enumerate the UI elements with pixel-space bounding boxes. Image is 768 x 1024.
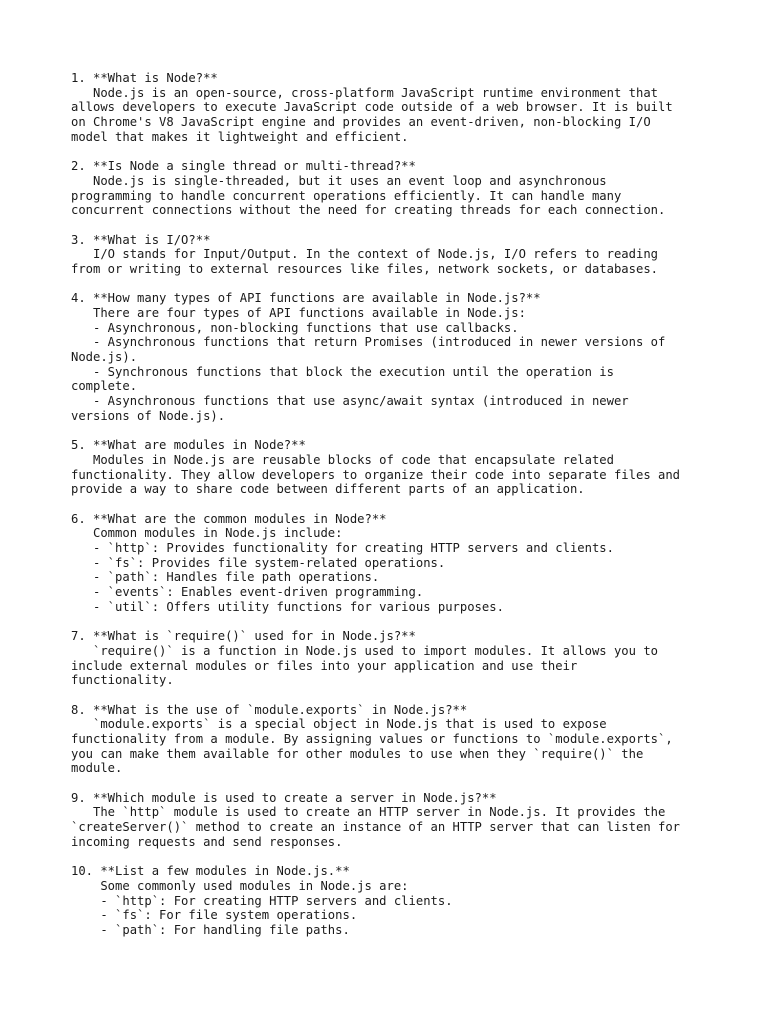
qa-item bbox=[71, 233, 751, 277]
answer-line: `require()` is a function in Node.js used to import modules. It allows you to bbox=[71, 643, 658, 658]
qa-item bbox=[71, 438, 751, 497]
answer-line: - `events`: Enables event-driven programming. bbox=[71, 585, 424, 600]
answer-line: functionality. bbox=[71, 673, 174, 688]
answer-line: allows developers to execute JavaScript code outside of a web browser. It is built bbox=[71, 100, 673, 115]
answer-line: Node.js is an open-source, cross-platform JavaScript runtime environment that bbox=[71, 85, 658, 100]
answer-line: on Chrome's V8 JavaScript engine and provides an event-driven, non-blocking I/O bbox=[71, 115, 651, 130]
question-heading: 2. **Is Node a single thread or multi-thread?** bbox=[71, 159, 416, 174]
answer-line: concurrent connections without the need for creating threads for each connection. bbox=[71, 203, 666, 218]
qa-item bbox=[71, 71, 751, 144]
question-heading: 7. **What is `require()` used for in Node.js?** bbox=[71, 629, 416, 644]
qa-item bbox=[71, 512, 751, 615]
question-heading: 4. **How many types of API functions are available in Node.js?** bbox=[71, 291, 541, 306]
answer-line: - Asynchronous functions that use async/await syntax (introduced in newer bbox=[71, 394, 629, 409]
answer-line: - `http`: For creating HTTP servers and clients. bbox=[71, 893, 453, 908]
answer-line: - `path`: For handling file paths. bbox=[71, 922, 350, 937]
qa-item bbox=[71, 291, 751, 423]
answer-line: functionality. They allow developers to organize their code into separate files and bbox=[71, 467, 681, 482]
answer-line: I/O stands for Input/Output. In the context of Node.js, I/O refers to reading bbox=[71, 247, 658, 262]
answer-line: There are four types of API functions available in Node.js: bbox=[71, 306, 526, 320]
question-heading: 6. **What are the common modules in Node?** bbox=[71, 511, 387, 526]
answer-line: - Asynchronous, non-blocking functions that use callbacks. bbox=[71, 320, 519, 335]
answer-line: module. bbox=[71, 761, 123, 776]
answer-line: - `http`: Provides functionality for creating HTTP servers and clients. bbox=[71, 541, 614, 555]
answer-line: provide a way to share code between different parts of an application. bbox=[71, 482, 585, 497]
qa-item bbox=[71, 159, 751, 218]
answer-line: `module.exports` is a special object in Node.js that is used to expose bbox=[71, 717, 607, 732]
answer-line: functionality from a module. By assigning values or functions to `module.exports`, bbox=[71, 731, 673, 746]
answer-line: complete. bbox=[71, 379, 138, 394]
answer-line: incoming requests and send responses. bbox=[71, 834, 343, 849]
question-heading: 5. **What are modules in Node?** bbox=[71, 438, 306, 453]
question-heading: 9. **Which module is used to create a server in Node.js?** bbox=[71, 790, 497, 805]
answer-line: include external modules or files into your application and use their bbox=[71, 658, 578, 673]
answer-line: - Asynchronous functions that return Promises (introduced in newer versions of bbox=[71, 335, 666, 350]
answer-line: - `fs`: For file system operations. bbox=[71, 908, 358, 923]
question-heading: 1. **What is Node?** bbox=[71, 71, 218, 85]
question-heading: 3. **What is I/O?** bbox=[71, 232, 211, 247]
question-heading: 10. **List a few modules in Node.js.** bbox=[71, 864, 350, 879]
qa-item bbox=[71, 629, 751, 688]
answer-line: from or writing to external resources like files, network sockets, or databases. bbox=[71, 261, 658, 276]
qa-item bbox=[71, 864, 751, 937]
qa-item bbox=[71, 703, 751, 776]
qa-item bbox=[71, 791, 751, 850]
answer-line: The `http` module is used to create an HTTP server in Node.js. It provides the bbox=[71, 805, 666, 820]
answer-line: `createServer()` method to create an instance of an HTTP server that can listen for bbox=[71, 820, 681, 835]
answer-line: model that makes it lightweight and efficient. bbox=[71, 129, 409, 144]
answer-line: Node.js). bbox=[71, 350, 138, 365]
answer-line: Modules in Node.js are reusable blocks of code that encapsulate related bbox=[71, 452, 614, 467]
answer-line: versions of Node.js). bbox=[71, 408, 226, 423]
answer-line: - Synchronous functions that block the execution until the operation is bbox=[71, 364, 614, 379]
answer-line: - `util`: Offers utility functions for various purposes. bbox=[71, 599, 504, 614]
answer-line: programming to handle concurrent operations efficiently. It can handle many bbox=[71, 188, 622, 203]
answer-line: Some commonly used modules in Node.js are: bbox=[71, 878, 409, 893]
answer-line: Common modules in Node.js include: bbox=[71, 526, 343, 541]
answer-line: Node.js is single-threaded, but it uses an event loop and asynchronous bbox=[71, 173, 607, 188]
question-heading: 8. **What is the use of `module.exports` in Node.js?** bbox=[71, 702, 468, 717]
answer-line: - `fs`: Provides file system-related operations. bbox=[71, 555, 446, 570]
answer-line: you can make them available for other modules to use when they `require()` the bbox=[71, 746, 644, 761]
answer-line: - `path`: Handles file path operations. bbox=[71, 570, 380, 585]
document-page bbox=[71, 71, 751, 952]
